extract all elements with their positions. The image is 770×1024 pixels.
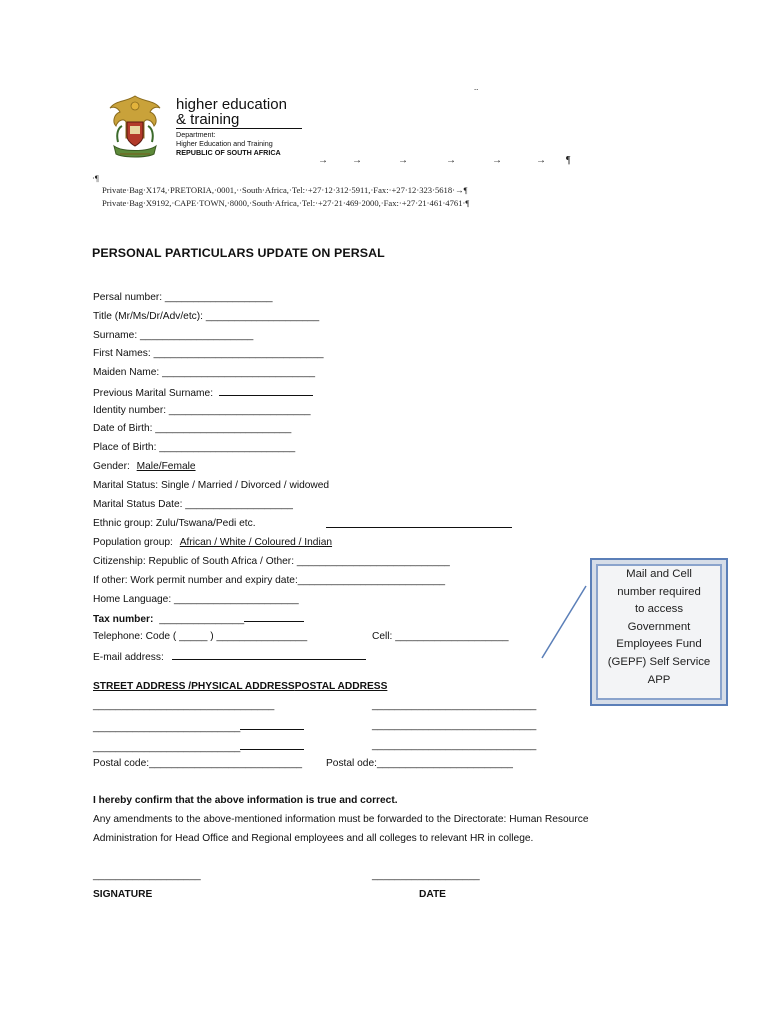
top-mark: .. [474, 82, 479, 92]
previous-marital-surname-label: Previous Marital Surname: [93, 388, 214, 399]
date-line[interactable]: ___________________ [372, 870, 480, 881]
gender-label: Gender: [93, 461, 130, 472]
address-pretoria: Private·Bag·X174,·PRETORIA,·0001,··South·Africa,·Tel:·+27·12·312·5911,·Fax:·+27·12·323·5618·→¶ [102, 185, 468, 195]
cell-field[interactable]: Cell: ____________________ [372, 631, 509, 642]
marital-status-field[interactable]: Marital Status: Single / Married / Divorced / widowed [93, 480, 330, 491]
tab-arrow: → [536, 155, 546, 166]
postal-address-line-1[interactable]: _____________________________ [372, 700, 537, 711]
gender-options[interactable]: Male/Female [136, 461, 196, 472]
telephone-field[interactable]: Telephone: Code ( _____ ) ________________ [93, 631, 308, 642]
population-group-options[interactable]: African / White / Coloured / Indian [179, 537, 333, 548]
tax-number-label: Tax number: [93, 614, 154, 625]
postal-address-heading-text: POSTAL ADDRESS [294, 681, 388, 692]
callout-line: number required [617, 585, 701, 598]
street-address-line-3-underline [240, 740, 304, 750]
signature-line[interactable]: ___________________ [93, 870, 201, 881]
tax-number-underline [244, 612, 304, 622]
work-permit-field[interactable]: If other: Work permit number and expiry date:__________________________ [93, 575, 446, 586]
signature-label: SIGNATURE [93, 889, 153, 900]
dept-sub-line3: REPUBLIC OF SOUTH AFRICA [176, 148, 281, 157]
street-address-line-1[interactable]: ________________________________ [93, 700, 275, 711]
dept-sub-line1: Department: [176, 130, 216, 139]
callout-text [596, 566, 722, 689]
email-field[interactable] [93, 650, 366, 664]
postal-code-right[interactable]: Postal ode:________________________ [326, 758, 513, 769]
street-address-line-2[interactable] [93, 720, 304, 734]
tab-arrow: → [398, 155, 408, 166]
ethnic-group-blank[interactable] [326, 518, 512, 528]
tab-arrow: → [318, 155, 328, 166]
callout-box [590, 558, 728, 706]
marital-status-date-field[interactable]: Marital Status Date: ___________________ [93, 499, 293, 510]
tax-number-field[interactable] [93, 612, 304, 626]
date-label: DATE [419, 889, 446, 900]
dept-sub-line2: Higher Education and Training [176, 139, 273, 148]
identity-number-field[interactable]: Identity number: _________________________ [93, 405, 311, 416]
tax-number-blank[interactable]: _______________ [159, 614, 245, 625]
callout-line: Employees Fund [616, 638, 702, 651]
email-blank[interactable] [172, 650, 366, 660]
dept-name-line2: & training [176, 111, 240, 128]
previous-marital-surname-blank[interactable] [219, 386, 313, 396]
callout-line: Mail and Cell [626, 568, 692, 580]
surname-field[interactable]: Surname: ____________________ [93, 330, 254, 341]
callout-line: Government [627, 620, 691, 633]
title-field[interactable]: Title (Mr/Ms/Dr/Adv/etc): ____________________ [93, 311, 320, 322]
pilcrow-line: ·¶ [92, 173, 99, 183]
date-of-birth-field[interactable]: Date of Birth: ________________________ [93, 423, 292, 434]
page-title: PERSONAL PARTICULARS UPDATE ON PERSAL [92, 246, 385, 260]
citizenship-field[interactable]: Citizenship: Republic of South Africa / Other: ___________________________ [93, 556, 450, 567]
population-group-label: Population group: [93, 537, 173, 548]
tab-arrow: → [446, 155, 456, 166]
address-capetown: Private·Bag·X9192,·CAPE·TOWN,·8000,·South·Africa,·Tel:·+27·21·469·2000,·Fax:·+27·21·461·4761·¶ [102, 198, 470, 208]
tab-arrow: → [492, 155, 502, 166]
callout-line: to access [634, 603, 684, 616]
coat-of-arms-icon [104, 92, 166, 162]
confirm-heading: I hereby confirm that the above information is true and correct. [93, 795, 398, 806]
home-language-field[interactable]: Home Language: ______________________ [93, 594, 299, 605]
gender-field [93, 461, 196, 473]
maiden-name-field[interactable]: Maiden Name: ___________________________ [93, 367, 316, 378]
street-address-line-3[interactable] [93, 740, 304, 754]
dept-name-line1: higher education [176, 96, 287, 113]
postal-code-left[interactable]: Postal code:___________________________ [93, 758, 303, 769]
street-address-heading-text: STREET ADDRESS /PHYSICAL ADDRESS [93, 681, 295, 692]
callout-line: APP [647, 673, 671, 686]
ethnic-group-field[interactable]: Ethnic group: Zulu/Tswana/Pedi etc. [93, 518, 256, 529]
street-address-line-3-text: __________________________ [93, 742, 241, 753]
pilcrow: ¶ [566, 155, 571, 166]
callout-line: (GEPF) Self Service [607, 655, 711, 668]
previous-marital-surname-field[interactable] [93, 386, 313, 400]
confirm-para-line2: Administration for Head Office and Regional employees and all colleges to relevant HR in college. [93, 833, 534, 844]
first-names-field[interactable]: First Names: ______________________________ [93, 348, 324, 359]
street-address-heading [93, 681, 387, 693]
email-label: E-mail address: [93, 652, 164, 663]
callout-connector [540, 584, 590, 662]
dept-rule [176, 128, 302, 129]
confirm-para-line1: Any amendments to the above-mentioned information must be forwarded to the Directorate: Human Resource [93, 814, 589, 825]
tab-arrow: → [352, 155, 362, 166]
postal-address-line-2[interactable]: _____________________________ [372, 720, 537, 731]
street-address-line-2-underline [240, 720, 304, 730]
postal-address-line-3[interactable]: _____________________________ [372, 740, 537, 751]
persal-number-field[interactable]: Persal number: ___________________ [93, 292, 273, 303]
place-of-birth-field[interactable]: Place of Birth: ________________________ [93, 442, 296, 453]
street-address-line-2-text: __________________________ [93, 722, 241, 733]
population-group-field [93, 537, 332, 549]
